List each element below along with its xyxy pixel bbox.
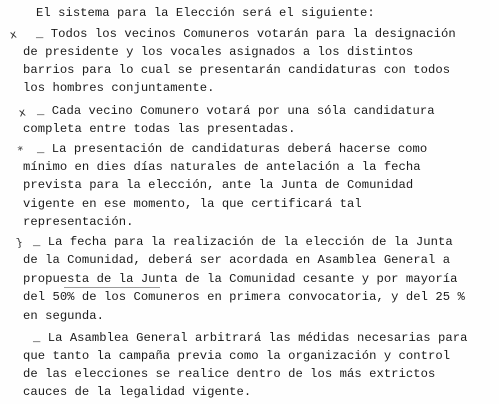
margin-mark-4: }	[14, 235, 25, 250]
paragraph-4-line-4: del 50% de los Comuneros en primera convocatoria, y del 25 %	[23, 290, 465, 304]
margin-mark-2: x	[17, 105, 27, 120]
paragraph-1-line-4: los hombres conjuntamente.	[23, 81, 215, 95]
paragraph-4-line-2: de la Comunidad, deberá ser acordada en Asamblea General a	[23, 253, 451, 267]
paragraph-1-line-3: barrios para lo cual se presentarán candidaturas con todos	[23, 63, 451, 77]
paragraph-1-line-2: de presidente y los vocales asignados a los distintos	[23, 45, 414, 59]
paragraph-3-line-1: _ La presentación de candidaturas deberá hacerse como	[37, 142, 428, 156]
paragraph-5-line-2: que tanto la campaña previa como la organización y control	[23, 349, 451, 363]
paragraph-3-line-3: prevista para la elección, ante la Junta de Comunidad	[23, 178, 414, 192]
intro-line: El sistema para la Elección será el siguiente:	[36, 6, 375, 20]
paragraph-5-line-1: _ La Asamblea General arbitrará las médidas necesarias para	[33, 331, 468, 345]
paragraph-4-line-3: propuesta de la Junta de la Comunidad cesante y por mayoría	[23, 272, 458, 286]
paragraph-1-line-1: _ Todos los vecinos Comuneros votarán para la designación	[36, 27, 456, 41]
paragraph-5-line-4: cauces de la legalidad vigente.	[23, 385, 252, 399]
underline-stroke	[64, 287, 160, 288]
paragraph-3-line-2: mínimo en dies días naturales de antelación a la fecha	[23, 160, 421, 174]
paragraph-5-line-3: de las elecciones se realice dentro de los más extrictos	[23, 367, 436, 381]
margin-mark-3: *	[16, 143, 25, 158]
margin-mark-1: x	[8, 27, 18, 42]
paragraph-4-line-5: en segunda.	[23, 309, 105, 323]
paragraph-2-line-1: _ Cada vecino Comunero votará por una sóla candidatura	[37, 104, 435, 118]
paragraph-4-line-1: _ La fecha para la realización de la elección de la Junta	[33, 235, 453, 249]
paragraph-3-line-5: representación.	[23, 215, 134, 229]
paragraph-3-line-4: vigente en ese momento, la que certificará tal	[23, 197, 362, 211]
paragraph-2-line-2: completa entre todas las presentadas.	[23, 122, 296, 136]
